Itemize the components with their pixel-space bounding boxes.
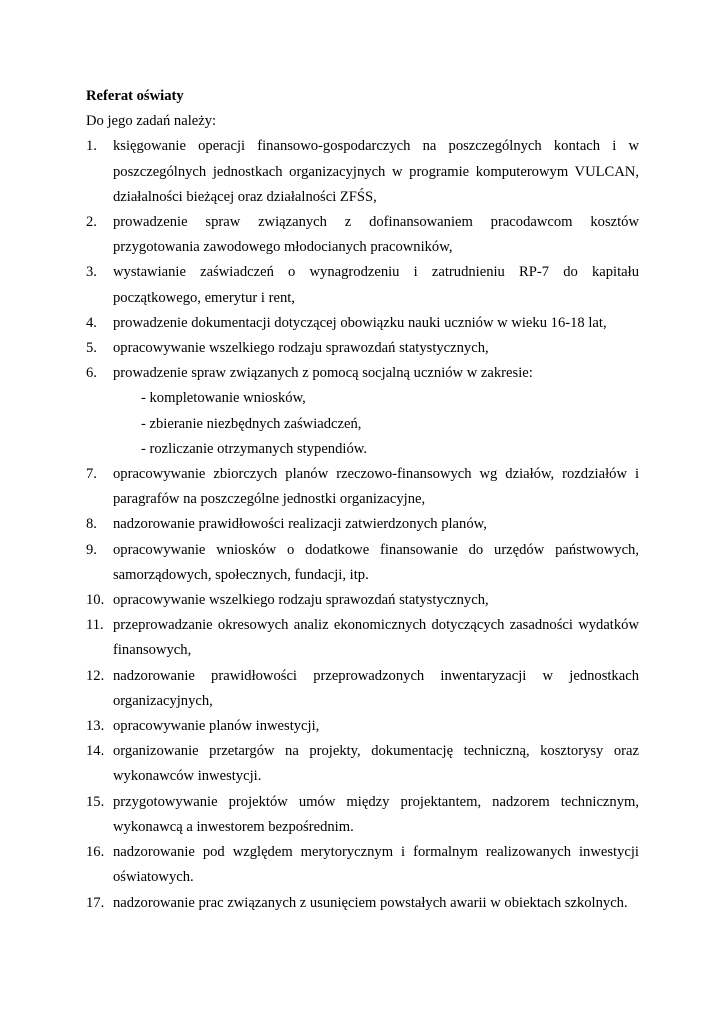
task-number: 6.	[86, 365, 97, 382]
task-item-16	[86, 840, 639, 890]
task-number: 8.	[86, 516, 97, 533]
task-number: 10.	[86, 592, 105, 609]
task-text: przygotowywanie projektów umów między projektantem, nadzorem technicznym, wykonawcą a inwestorem bezpośrednim.	[113, 793, 639, 835]
task-item-13	[86, 714, 639, 739]
task-number: 9.	[86, 541, 97, 558]
task-item-15	[86, 790, 639, 840]
task-text: opracowywanie wszelkiego rodzaju sprawozdań statystycznych,	[113, 592, 489, 609]
task-text: opracowywanie wszelkiego rodzaju sprawozdań statystycznych,	[113, 340, 489, 357]
task-item-3	[86, 260, 639, 310]
task-item-6	[86, 361, 639, 462]
task-text: prowadzenie spraw związanych z pomocą socjalną uczniów w zakresie:	[113, 365, 533, 382]
task-text: księgowanie operacji finansowo-gospodarczych na poszczególnych kontach i w poszczególnych jednostkach organizacyjnych w programie komputerowym VULCAN, działalności bieżącej oraz działalności ZFŚS,	[113, 138, 639, 205]
task-item-4	[86, 311, 639, 336]
task-item-2	[86, 210, 639, 260]
task-number: 15.	[86, 793, 105, 810]
task-number: 5.	[86, 340, 97, 357]
task-number: 4.	[86, 314, 97, 331]
subtask-item: - zbieranie niezbędnych zaświadczeń,	[141, 415, 362, 432]
task-number: 11.	[86, 617, 104, 634]
document-heading: Referat oświaty	[86, 88, 184, 104]
task-item-7	[86, 462, 639, 512]
task-text: nadzorowanie prac związanych z usunięciem powstałych awarii w obiektach szkolnych.	[113, 894, 628, 911]
task-number: 12.	[86, 667, 105, 684]
task-text: opracowywanie planów inwestycji,	[113, 718, 320, 735]
task-text: opracowywanie zbiorczych planów rzeczowo-finansowych wg działów, rozdziałów i paragrafów na poszczególne jednostki organizacyjne,	[113, 466, 639, 508]
document-intro: Do jego zadań należy:	[86, 113, 217, 130]
task-number: 16.	[86, 844, 105, 861]
task-number: 3.	[86, 264, 97, 281]
document-content	[86, 84, 639, 916]
task-item-14	[86, 739, 639, 789]
task-item-10	[86, 588, 639, 613]
subtask-list	[113, 386, 639, 462]
task-number: 1.	[86, 138, 97, 155]
task-text: prowadzenie spraw związanych z dofinansowaniem pracodawcom kosztów przygotowania zawodowego młodocianych pracowników,	[113, 214, 639, 256]
task-text: nadzorowanie prawidłowości przeprowadzonych inwentaryzacji w jednostkach organizacyjnych,	[113, 667, 639, 709]
task-text: opracowywanie wniosków o dodatkowe finansowanie do urzędów państwowych, samorządowych, społecznych, fundacji, itp.	[113, 541, 639, 583]
task-number: 14.	[86, 743, 105, 760]
task-item-17	[86, 891, 639, 916]
task-item-9	[86, 538, 639, 588]
task-list	[86, 134, 639, 915]
task-text: nadzorowanie prawidłowości realizacji zatwierdzonych planów,	[113, 516, 487, 533]
task-text: organizowanie przetargów na projekty, dokumentację techniczną, kosztorysy oraz wykonawców inwestycji.	[113, 743, 639, 785]
task-item-11	[86, 613, 639, 663]
task-item-5	[86, 336, 639, 361]
task-text: wystawianie zaświadczeń o wynagrodzeniu i zatrudnieniu RP-7 do kapitału początkowego, emerytur i rent,	[113, 264, 639, 306]
task-number: 2.	[86, 214, 97, 231]
task-text: prowadzenie dokumentacji dotyczącej obowiązku nauki uczniów w wieku 16-18 lat,	[113, 314, 607, 331]
task-text: przeprowadzanie okresowych analiz ekonomicznych dotyczących zasadności wydatków finansowych,	[113, 617, 639, 659]
task-text: nadzorowanie pod względem merytorycznym i formalnym realizowanych inwestycji oświatowych.	[113, 844, 639, 886]
task-number: 7.	[86, 466, 97, 483]
subtask-item: - rozliczanie otrzymanych stypendiów.	[141, 440, 367, 457]
task-item-1	[86, 134, 639, 210]
subtask-item: - kompletowanie wniosków,	[141, 390, 306, 407]
task-item-8	[86, 512, 639, 537]
task-number: 13.	[86, 718, 105, 735]
task-item-12	[86, 664, 639, 714]
task-number: 17.	[86, 894, 105, 911]
